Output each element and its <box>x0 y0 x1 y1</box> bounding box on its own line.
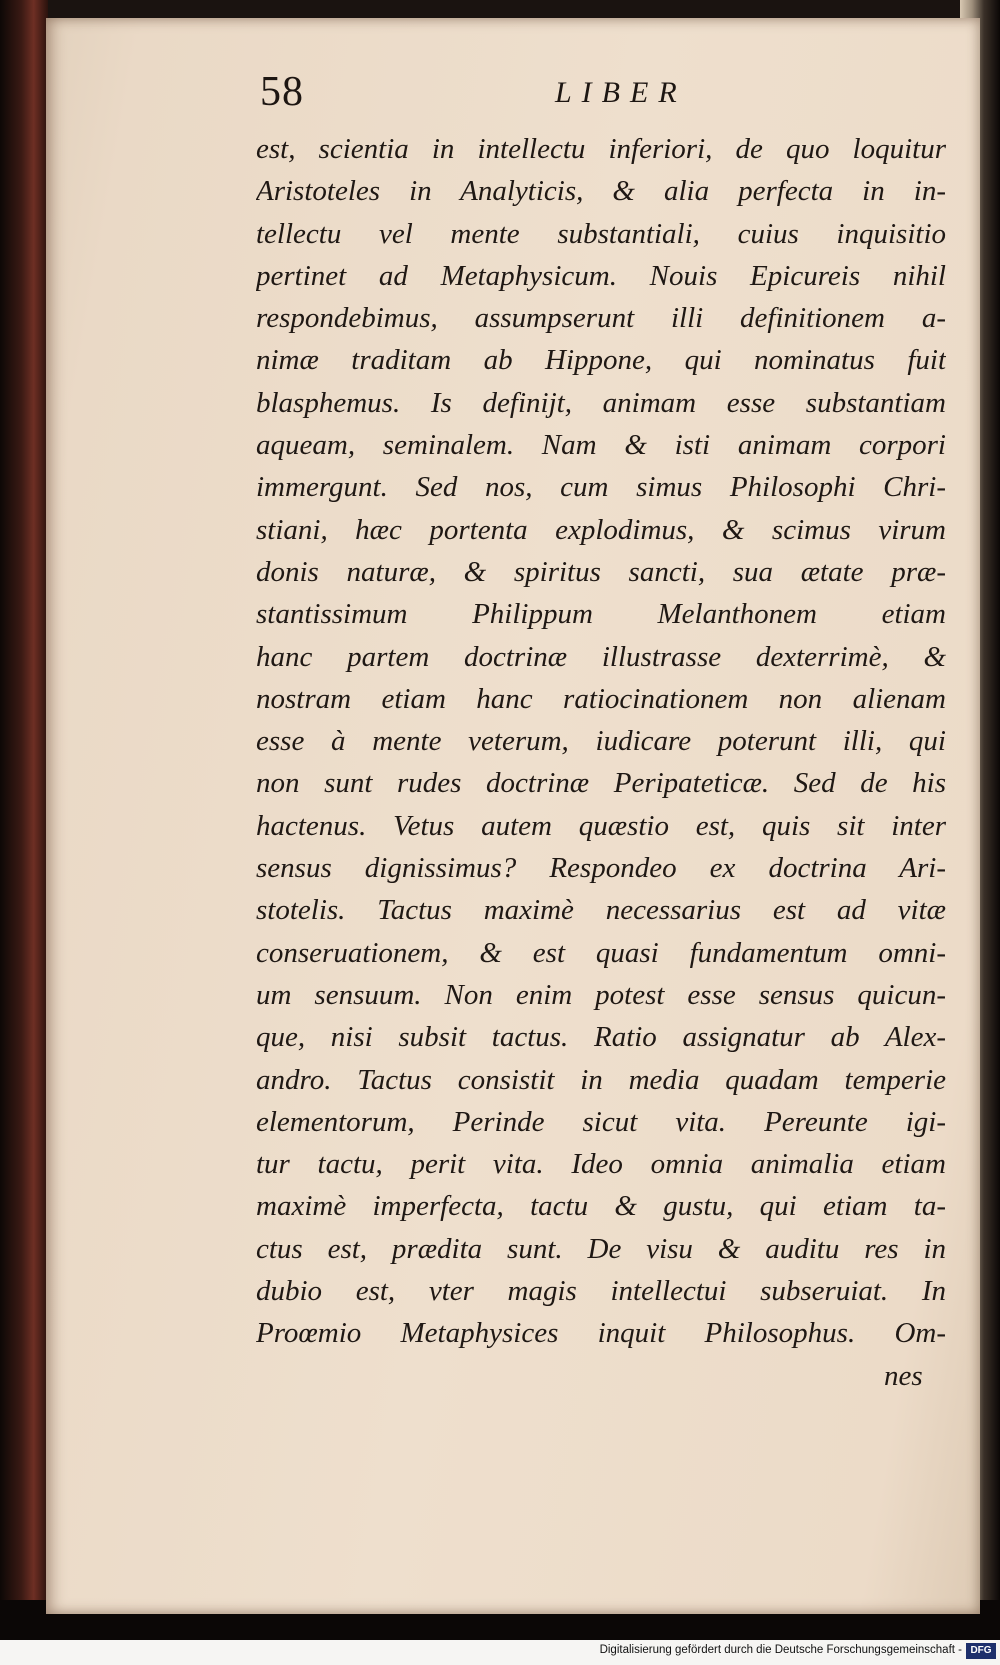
page-number: 58 <box>260 69 304 115</box>
text-line: hanc partem doctrinæ illustrasse dexterrimè, & <box>256 640 946 673</box>
text-line: tellectu vel mente substantiali, cuius inquisitio <box>256 217 946 250</box>
text-line: respondebimus, assumpserunt illi definitionem a- <box>256 302 946 335</box>
text-line: donis naturæ, & spiritus sancti, sua ætate præ- <box>256 555 946 588</box>
text-line: stantissimum Philippum Melanthonem etiam <box>256 598 946 631</box>
text-line: conseruationem, & est quasi fundamentum omni- <box>256 936 946 969</box>
text-line: est, scientia in intellectu inferiori, de quo loquitur <box>256 133 946 165</box>
text-line: nostram etiam hanc ratiocinationem non alienam <box>256 682 946 715</box>
text-line: nes <box>884 1359 923 1392</box>
text-line: stiani, hæc portenta explodimus, & scimus virum <box>256 513 946 546</box>
digitization-footer <box>0 1640 1000 1665</box>
text-line: dubio est, vter magis intellectui subseruiat. In <box>256 1275 946 1308</box>
book-spine <box>0 0 48 1600</box>
text-line: aqueam, seminalem. Nam & isti animam corpori <box>256 429 946 462</box>
text-line: blasphemus. Is definijt, animam esse substantiam <box>256 386 946 419</box>
text-line: sensus dignissimus? Respondeo ex doctrina Ari- <box>256 852 946 885</box>
text-line: stotelis. Tactus maximè necessarius est ad vitæ <box>256 894 946 927</box>
page-header <box>210 68 850 122</box>
text-line: hactenus. Vetus autem quæstio est, quis sit inter <box>256 809 946 842</box>
dfg-logo: DFG <box>966 1643 996 1659</box>
body-text <box>256 128 946 1397</box>
text-line: non sunt rudes doctrinæ Peripateticæ. Sed de his <box>256 767 946 800</box>
text-line: maximè imperfecta, tactu & gustu, qui etiam ta- <box>256 1190 946 1223</box>
running-head: LIBER <box>555 76 687 109</box>
text-line: Proœmio Metaphysices inquit Philosophus. Om- <box>256 1317 946 1350</box>
footer-credit: Digitalisierung gefördert durch die Deutsche Forschungsgemeinschaft - <box>599 1644 962 1656</box>
text-line: que, nisi subsit tactus. Ratio assignatur ab Alex- <box>256 1021 946 1054</box>
text-line: esse à mente veterum, iudicare poterunt illi, qui <box>256 725 946 758</box>
text-line: tur tactu, perit vita. Ideo omnia animalia etiam <box>256 1148 946 1181</box>
text-line: immergunt. Sed nos, cum simus Philosophi Chri- <box>256 471 946 504</box>
text-line: nimæ traditam ab Hippone, qui nominatus fuit <box>256 344 946 377</box>
text-line: elementorum, Perinde sicut vita. Pereunte igi- <box>256 1105 946 1138</box>
scan-background <box>0 0 1000 20</box>
text-line: pertinet ad Metaphysicum. Nouis Epicureis nihil <box>256 259 946 292</box>
text-line: um sensuum. Non enim potest esse sensus quicun- <box>256 978 946 1011</box>
text-line: Aristoteles in Analyticis, & alia perfecta in in- <box>256 175 946 208</box>
text-line: andro. Tactus consistit in media quadam temperie <box>256 1063 946 1096</box>
text-line: ctus est, prædita sunt. De visu & auditu res in <box>256 1232 946 1265</box>
